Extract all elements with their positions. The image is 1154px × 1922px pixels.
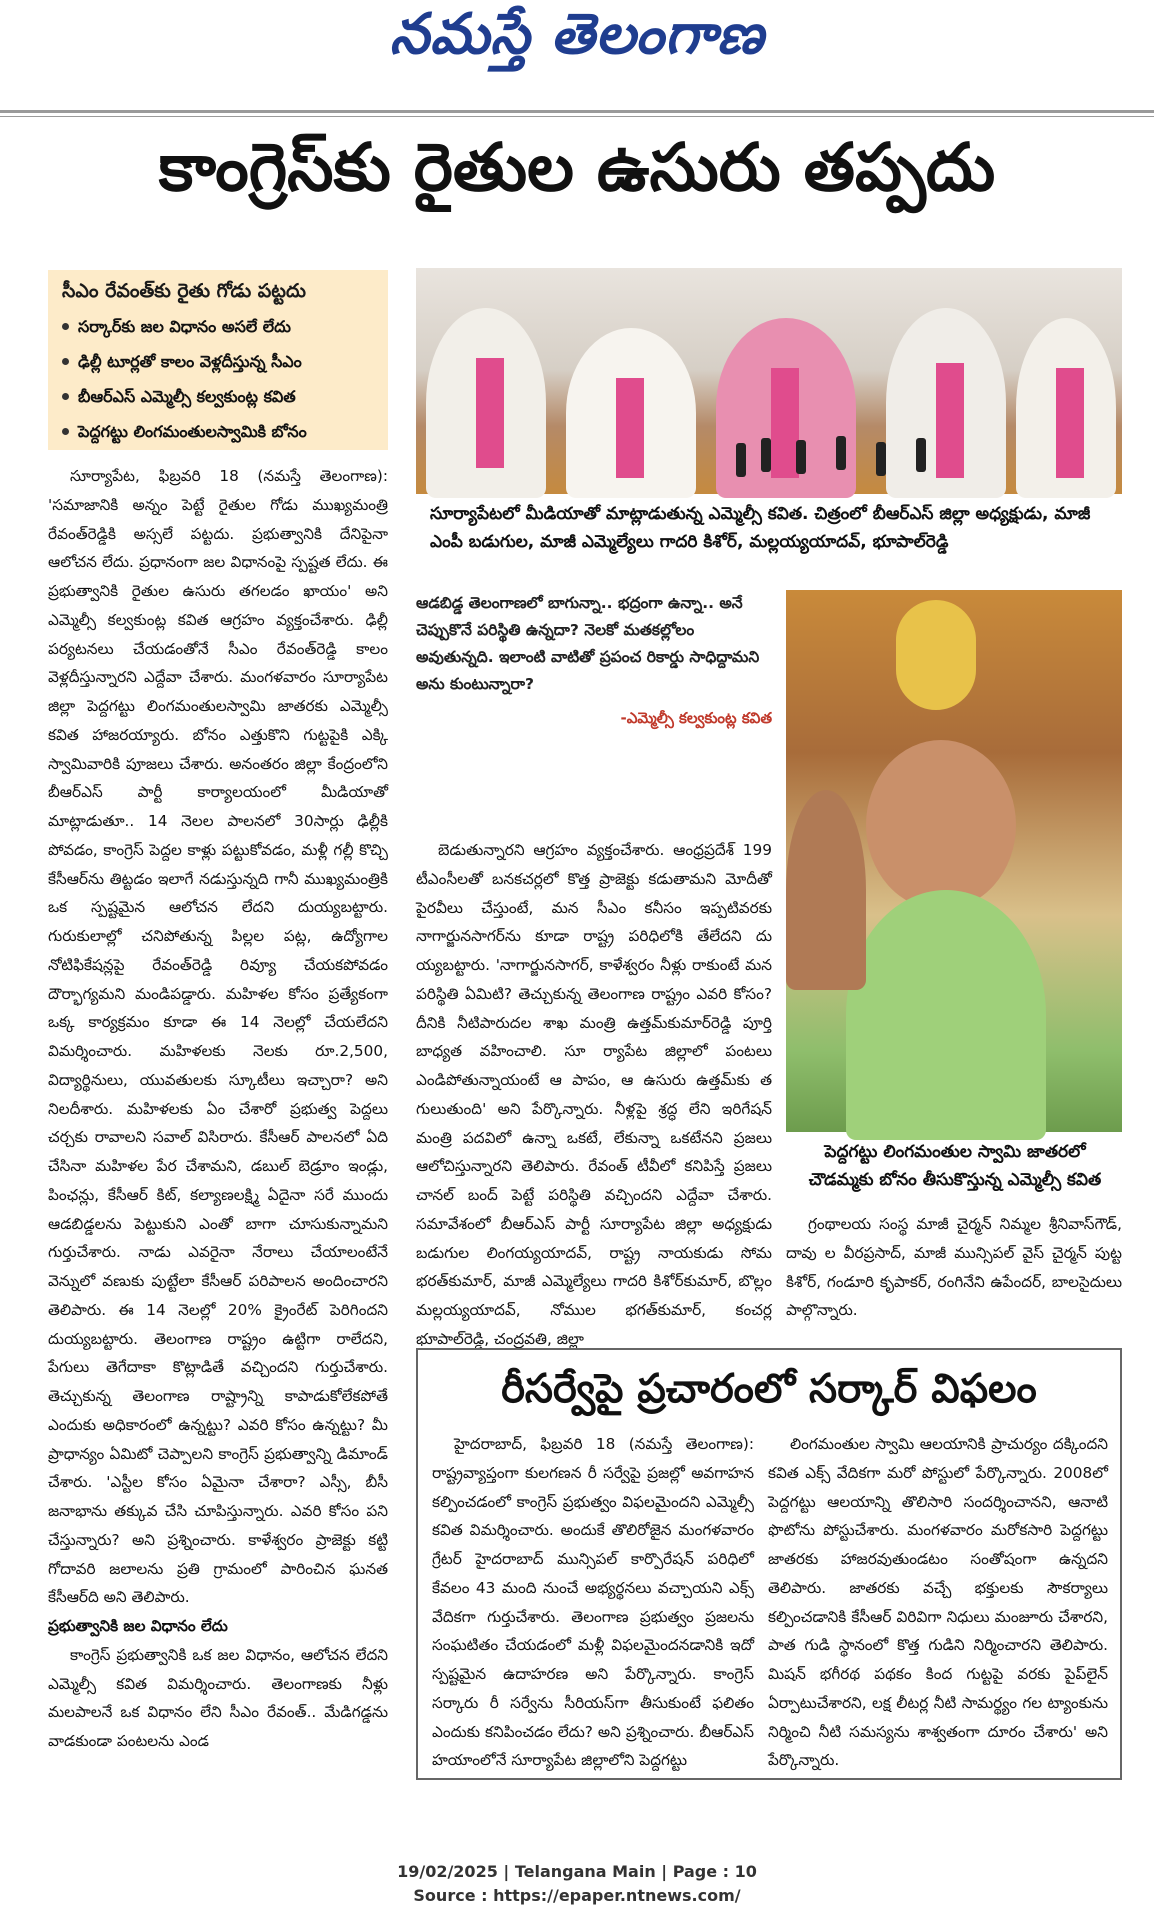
masthead-logo: నమస్తే తెలంగాణ [389,1,765,67]
article-paragraph: బెడుతున్నారని ఆగ్రహం వ్యక్తంచేశారు. ఆంధ్రప్రదేశ్ 199 టీఎంసీలతో బనకచర్లలో కొత్త ప్రాజెక్టు కడుతామని మోదీతో పైరవీలు చేస్తుంటే, మన సీఎం కనీసం ఇప్పటివరకు నాగార్జునసాగర్‌ను కూడా రాష్ట్ర పరిధిలోకి తేలేదని దు య్యబట్టారు. 'నాగార్జునసాగర్, కాళేశ్వరం నీళ్లు రాకుంటే మన పరిస్థితి ఏమిటి? తెచ్చుకున్న తెలంగాణ రాష్ట్రం ఎవరి కోసం? దీనికి నీటిపారుదల శాఖ మంత్రి ఉత్తమ్‌కుమార్‌రెడ్డి పూర్తి బాధ్యత వహించాలి. సూ ర్యాపేట జిల్లాలో పంటలు ఎండిపోతున్నాయంటే ఆ పాపం, ఆ ఉసురు ఉత్తమ్‌కు త గులుతుంది' అని పేర్కొన్నారు. నీళ్లపై శ్రద్ధ లేని ఇరిగేషన్ మంత్రి పదవిలో ఉన్నా ఒకటే, లేకున్నా ఒకటేనని ప్రజలు ఆలోచిస్తున్నారని తెలిపారు. రేవంత్ టీవీలో కనిపిస్తే ప్రజలు చానల్ బంద్ పెట్టే పరిస్థితి వచ్చిందని ఎద్దేవా చేశారు. సమావేశంలో బీఆర్‌ఎస్ పార్టీ సూర్యాపేట జిల్లా అధ్యక్షుడు బడుగుల లింగయ్యయాదవ్, రాష్ట్ర నాయకుడు సోమ భరత్‌కుమార్, మాజీ ఎమ్మెల్యేలు గాదరి కిశోర్‌కుమార్, బొల్లం మల్లయ్యయాదవ్, నోముల భగత్‌కుమార్, కంచర్ల భూపాల్‌రెడ్డి, చంద్రవతి, జిల్లా [416,841,772,1348]
article-paragraph: గ్రంథాలయ సంస్థ మాజీ చైర్మన్ నిమ్మల శ్రీనివాస్‌గౌడ్, దావు ల వీరప్రసాద్, మాజీ మున్సిపల్ వైస్ చైర్మన్ పుట్ట కిశోర్, గండూరి కృపాకర్, రంగినేని ఉపేందర్, బాలసైదులు పాల్గొన్నారు. [786,1215,1122,1320]
resurvey-article [416,1348,1122,1780]
footer-date-line: 19/02/2025 | Telangana Main | Page : 10 [397,1862,757,1881]
bonam-photo [786,590,1122,1132]
summary-point: బీఆర్‌ఎస్ ఎమ్మెల్సీ కల్వకుంట్ల కవిత [62,387,374,410]
masthead-divider-thin [0,116,1154,117]
article-column-2 [416,836,772,1348]
resurvey-column-right [768,1430,1108,1770]
press-meet-photo [416,268,1122,494]
article-paragraph: కాంగ్రెస్ ప్రభుత్వానికి ఒక జల విధానం, ఆలోచన లేదని ఎమ్మెల్సీ కవిత విమర్శించారు. తెలంగాణకు నీళ్లు మలపాలనే ఒక విధానం లేని సీఎం రేవంత్.. మేడిగడ్డను వాడకుండా పంటలను ఎండ [48,1645,388,1750]
resurvey-headline: రీసర్వేపై ప్రచారంలో సర్కార్ విఫలం [501,1366,1037,1412]
resurvey-column-left [432,1430,754,1770]
page-headline: కాంగ్రెస్‌కు రైతుల ఉసురు తప్పదు [158,129,996,206]
masthead [0,0,1154,82]
footer-source-line: Source : https://epaper.ntnews.com/ [413,1886,741,1905]
article-paragraph: సూర్యాపేట, ఫిబ్రవరి 18 (నమస్తే తెలంగాణ): 'సమాజానికి అన్నం పెట్టే రైతుల గోడు ముఖ్యమంత్రి రేవంత్‌రెడ్డికి అస్సలే పట్టదు. ప్రభుత్వానికి దేనిపైనా ఆలోచన లేదు. ప్రధానంగా జల విధానంపై స్పష్టత లేదు. ఈ ప్రభుత్వానికి రైతుల ఉసురు తగలడం ఖాయం' అని ఎమ్మెల్సీ కల్వకుంట్ల కవిత ఆగ్రహం వ్యక్తంచేశారు. ఢిల్లీ పర్యటనలు చేయడంతోనే సీఎం రేవంత్‌రెడ్డి కాలం వెళ్లదీస్తున్నారని ఎద్దేవా చేశారు. మంగళవారం సూర్యాపేట జిల్లా పెద్దగట్టు లింగమంతులస్వామి జాతరకు ఎమ్మెల్సీ కవిత హాజరయ్యారు. బోనం ఎత్తుకొని గుట్టపైకి ఎక్కి స్వామివారికి పూజలు చేశారు. అనంతరం జిల్లా కేంద్రంలోని బీఆర్‌ఎస్ పార్టీ కార్యాలయంలో మీడియాతో మాట్లాడుతూ.. 14 నెలల పాలనలో 30సార్లు ఢిల్లీకి పోవడం, కాంగ్రెస్ పెద్దల కాళ్లు పట్టుకోవడం, మళ్లీ గల్లీ కొచ్చి కేసీఆర్‌ను తిట్టడం ఇలాగే నడుస్తున్నది గానీ ముఖ్యమంత్రికి ఒక స్పష్టమైన ఆలోచన లేదని దుయ్యబట్టారు. గురుకులాల్లో చనిపోతున్న పిల్లల పట్ల, ఉద్యోగాల నోటిఫికేషన్లపై రేవంత్‌రెడ్డి రివ్యూ చేయకపోవడం దౌర్భాగ్యమని మండిపడ్డారు. మహిళల కోసం ప్రత్యేకంగా ఒక్క కార్యక్రమం కూడా ఈ 14 నెలల్లో చేయలేదని విమర్శించారు. మహిళలకు నెలకు రూ.2,500, విద్యార్థినులు, యువతులకు స్కూటీలు ఇచ్చారా? అని నిలదీశారు. మహిళలకు ఏం చేశారో ప్రభుత్వ పెద్దలు చర్చకు రావాలని సవాల్ విసిరారు. కేసీఆర్ పాలనలో ఏది చేసినా మహిళల పేర చేశామని, డబుల్ బెడ్రూం ఇండ్లు, పింఛన్లు, కేసీఆర్ కిట్, కల్యాణలక్ష్మి ఏదైనా సరే ముందు ఆడబిడ్డలను పెట్టుకుని ఎంతో బాగా చూసుకున్నామని గుర్తుచేశారు. నాడు ఎవరైనా నేరాలు చేయాలంటేనే వెన్నులో వణుకు పుట్టేలా కేసీఆర్ పరిపాలన అందించారని తెలిపారు. ఈ 14 నెలల్లో 20% క్రైంరేట్ పెరిగిందని దుయ్యబట్టారు. తెలంగాణ రాష్ట్రం ఉట్టిగా రాలేదని, పేగులు తెగేదాకా కొట్లాడితే వచ్చిందని గుర్తుచేశారు. తెచ్చుకున్న తెలంగాణ రాష్ట్రాన్ని కాపాడుకోలేకపోతే ఎందుకు అధికారంలో ఉన్నట్టు? ఎవరి కోసం ఉన్నట్టు? మీ ప్రాధాన్యం ఏమిటో చెప్పాలని కాంగ్రెస్ ప్రభుత్వాన్ని డిమాండ్ చేశారు. 'ఎస్టీల కోసం ఏమైనా చేశారా? ఎస్సీ, బీసీ జనాభాను తక్కువ చేసి చూపిస్తున్నారు. ఎవరి కోసం పని చేస్తున్నారు? అని ప్రశ్నించారు. కాళేశ్వరం ప్రాజెక్టు కట్టి గోదావరి జలాలను ప్రతి గ్రామంలో పారించిన ఘనత కేసీఆర్‌ది అని తెలిపారు. [48,467,388,1607]
pull-quote-attribution: -ఎమ్మెల్సీ కల్వకుంట్ల కవిత [620,708,772,727]
pull-quote-text: ఆడబిడ్డ తెలంగాణలో బాగున్నా.. భద్రంగా ఉన్నా.. అనే చెప్పుకొనే పరిస్థితి ఉన్నదా? నెలకో మతకల్లోలం అవుతున్నది. ఇలాంటి వాటితో ప్రపంచ రికార్డు సాధిద్దామని అను కుంటున్నారా? [416,594,760,694]
summary-point: పెద్దగట్టు లింగమంతులస్వామికి బోనం [62,422,374,445]
article-column-3 [786,1210,1122,1330]
summary-box [48,270,388,450]
summary-list [62,317,374,445]
article-paragraph: హైదరాబాద్, ఫిబ్రవరి 18 (నమస్తే తెలంగాణ): రాష్ట్రవ్యాప్తంగా కులగణన రీ సర్వేపై ప్రజల్లో అవగాహన కల్పించడంలో కాంగ్రెస్ ప్రభుత్వం విఫలమైందని ఎమ్మెల్సీ కవిత విమర్శించారు. అందుకే తొలిరోజైన మంగళవారం గ్రేటర్ హైదరాబాద్ మున్సిపల్ కార్పొరేషన్ పరిధిలో కేవలం 43 మంది నుంచే అభ్యర్థనలు వచ్చాయని ఎక్స్ వేదికగా గుర్తుచేశారు. తెలంగాణ ప్రభుత్వం ప్రజలను సంఘటితం చేయడంలో మళ్లీ విఫలమైందనడానికి ఇదో స్పష్టమైన ఉదాహరణ అని పేర్కొన్నారు. కాంగ్రెస్ సర్కారు రీ సర్వేను సీరియస్‌గా తీసుకుంటే ఫలితం ఎందుకు కనిపించడం లేదు? అని ప్రశ్నించారు. బీఆర్‌ఎస్ హయాంలోనే సూర్యాపేట జిల్లాలోని పెద్దగట్టు [432,1435,754,1770]
article-paragraph: లింగమంతుల స్వామి ఆలయానికి ప్రాచుర్యం దక్కిందని కవిత ఎక్స్ వేదికగా మరో పోస్టులో పేర్కొన్నారు. 2008లో పెద్దగట్టు ఆలయాన్ని తొలిసారి సందర్శించానని, ఆనాటి ఫొటోను పోస్టుచేశారు. మంగళవారం మరోకసారి పెద్దగట్టు జాతరకు హాజరవుతుండటం సంతోషంగా ఉన్నదని తెలిపారు. జాతరకు వచ్చే భక్తులకు సౌకర్యాలు కల్పించడానికి కేసీఆర్ విరివిగా నిధులు మంజూరు చేశారని, పాత గుడి స్థానంలో కొత్త గుడిని నిర్మించారని తెలిపారు. మిషన్ భగీరథ పథకం కింద గుట్టపై వరకు పైప్‌లైన్ ఏర్పాటుచేశారని, లక్ష లీటర్ల నీటి సామర్థ్యం గల ట్యాంకును నిర్మించి నీటి సమస్యను శాశ్వతంగా దూరం చేశారు' అని పేర్కొన్నారు. [768,1435,1108,1770]
pull-quote [416,590,772,731]
article-column-1 [48,462,388,1782]
summary-title: సీఎం రేవంత్‌కు రైతు గోడు పట్టదు [62,280,306,302]
summary-point: సర్కార్‌కు జల విధానం అసలే లేదు [62,317,374,340]
article-subhead: ప్రభుత్వానికి జల విధానం లేదు [48,1617,228,1635]
summary-point: ఢిల్లీ టూర్లతో కాలం వెళ్లదీస్తున్న సీఎం [62,352,374,375]
press-meet-caption: సూర్యాపేటలో మీడియాతో మాట్లాడుతున్న ఎమ్మెల్సీ కవిత. చిత్రంలో బీఆర్‌ఎస్ జిల్లా అధ్యక్షుడు, మాజీ ఎంపీ బడుగుల, మాజీ ఎమ్మెల్యేలు గాదరి కిశోర్, మల్లయ్యయాదవ్, భూపాల్‌రెడ్డి [430,504,1091,553]
bonam-caption: పెద్దగట్టు లింగమంతుల స్వామి జాతరలో చౌడమ్మకు బోనం తీసుకొస్తున్న ఎమ్మెల్సీ కవిత [808,1142,1102,1191]
masthead-divider [0,110,1154,113]
